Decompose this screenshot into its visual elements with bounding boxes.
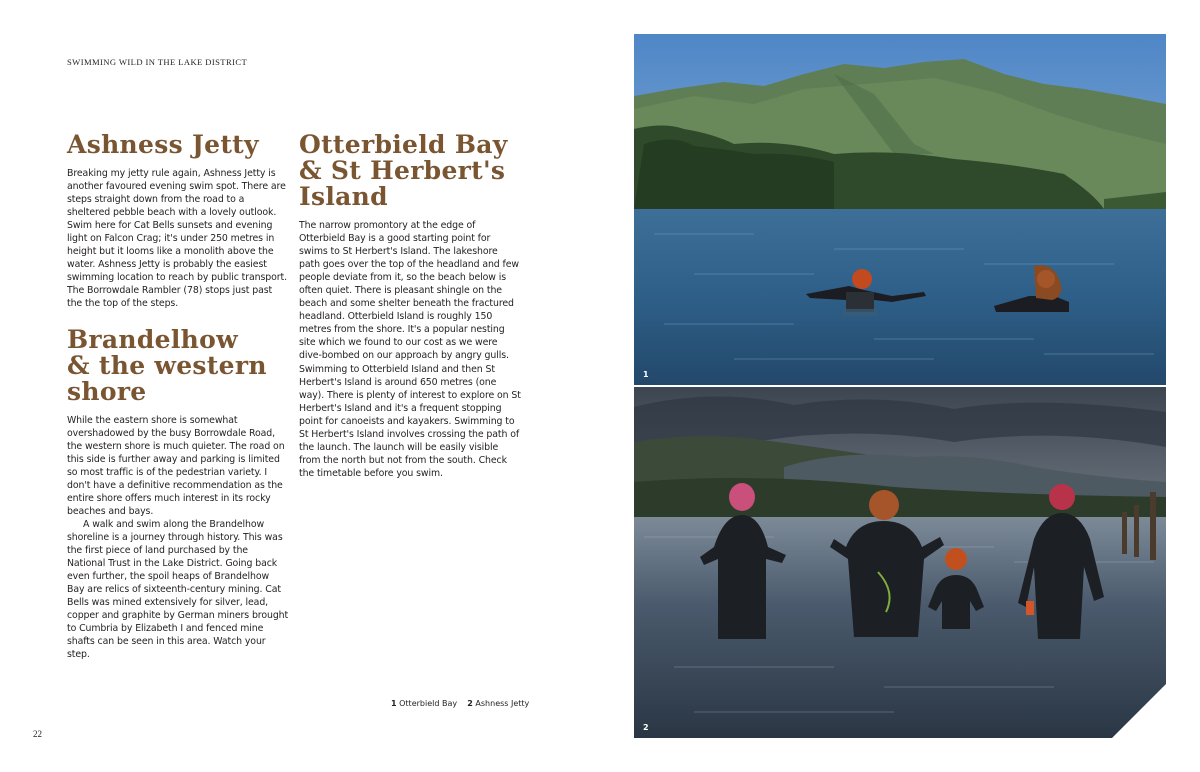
- photo-otterbield-bay-image: [634, 34, 1166, 385]
- section-heading-ashness-jetty: Ashness Jetty: [67, 130, 259, 159]
- page-corner-cut: [1112, 684, 1166, 738]
- caption-text-1: Otterbield Bay: [399, 699, 458, 708]
- text-column-right: [299, 132, 521, 490]
- photo-ashness-jetty-image: [634, 387, 1166, 738]
- paragraph-ashness-jetty: Breaking my jetty rule again, Ashness Jetty is another favoured evening swim spot. There are steps straight down from the road to a sheltered pebble beach with a lovely outlook. Swim here for Cat Bells sunsets and evening light on Falcon Crag; it's under 250 metres in height but it looms like a monolith above the water. Ashness Jetty is probably the easiest swimming location to reach by public transport. The Borrowdale Rambler (78) stops just past the the top of the steps.: [67, 168, 287, 310]
- paragraph-brandelhow-1: While the eastern shore is somewhat overshadowed by the busy Borrowdale Road, the western shore is much quieter. The road on this side is further away and parking is limited so most traffic is of the pedestrian variety. I don't have a definitive recommendation as the entire shore offers much interest in its rocky beaches and bays.: [67, 414, 285, 517]
- section-heading-otterbield-bay: Otterbield Bay & St Herbert's Island: [299, 130, 508, 211]
- photo-captions: [391, 699, 529, 708]
- photo-number-2: 2: [643, 723, 649, 732]
- running-head: SWIMMING WILD IN THE LAKE DISTRICT: [67, 57, 248, 67]
- page-number-left: 22: [33, 729, 42, 739]
- caption-text-2: Ashness Jetty: [475, 699, 530, 708]
- photo-otterbield-bay: [634, 34, 1166, 385]
- paragraph-brandelhow-2: A walk and swim along the Brandelhow shoreline is a journey through history. This was the first piece of land purchased by the National Trust in the Lake District. Going back even further, the spoil heaps of Brandelhow Bay are relics of sixteenth-century mining. Cat Bells was mined extensively for silver, lead, copper and graphite by German miners brought to Cumbria by Elizabeth I and fenced mine shafts can be seen in this area. Watch your step.: [67, 518, 289, 661]
- caption-number-1: 1: [391, 699, 397, 708]
- photo-number-1: 1: [643, 370, 649, 379]
- paragraph-otterbield-bay: The narrow promontory at the edge of Otterbield Bay is a good starting point for swims to St Herbert's Island. The lakeshore path goes over the top of the headland and few people deviate from it, so the beach below is often quiet. There is pleasant shingle on the beach and some shelter beneath the fractured headland. Otterbield Island is roughly 150 metres from the shore. It's a popular nesting site which we found to our cost as we were dive-bombed on our approach by angry gulls. Swimming to Otterbield Island and then St Herbert's Island is around 650 metres (one way). There is plenty of interest to explore on St Herbert's Island and it's a frequent stopping point for canoeists and kayakers. Swimming to St Herbert's Island involves crossing the path of the launch. The launch will be easily visible from the north but not from the south. Check the timetable before you swim.: [299, 220, 521, 479]
- caption-number-2: 2: [467, 699, 473, 708]
- text-column-left: [67, 132, 289, 671]
- section-heading-brandelhow: Brandelhow & the western shore: [67, 324, 267, 406]
- photo-ashness-jetty: [634, 387, 1166, 738]
